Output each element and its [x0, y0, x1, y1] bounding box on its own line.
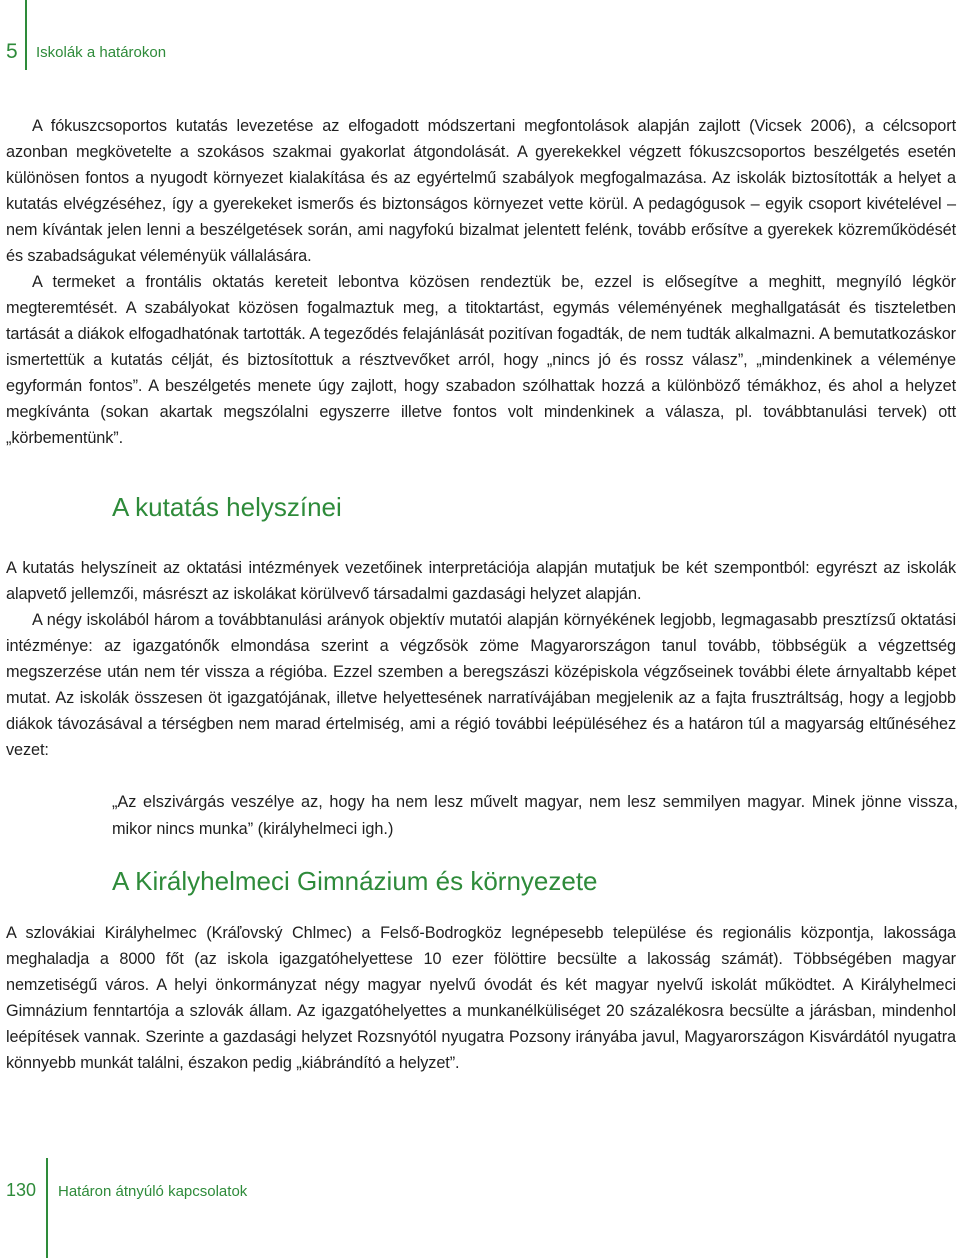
section-kiralyhelmec: [6, 920, 956, 1076]
paragraph: A négy iskolából három a továbbtanulási arányok objektív mutatói alapján környékének legjobb, legmagasabb presztízsű oktatási intézménye: az igazgatónők elmondása szerint a végzősök zöme Magyarországon tanul tovább, többségük a végzettség megszerzése után nem tér vissza a régióba. Ezzel szemben a beregszászi középiskola végzőseinek további élete árnyaltabb képet mutat. Az iskolák összesen öt igazgatójának, illetve helyettesének narratívájában megjelenik az a fajta frusztráltság, hogy a legjobb diákok távozásával a térségben nem marad értelmiség, ami a régió további leépüléséhez és a határon túl a magyarság eltűnéséhez vezet:: [6, 611, 956, 759]
section-locations: [6, 555, 956, 763]
block-quote: „Az elszivárgás veszélye az, hogy ha nem lesz művelt magyar, nem lesz semmilyen magyar. Minek jönne vissza, mikor nincs munka” (királyhelmeci igh.): [112, 793, 958, 838]
footer-divider: [46, 1158, 48, 1258]
book-title: Határon átnyúló kapcsolatok: [58, 1183, 248, 1200]
section-heading-locations: A kutatás helyszínei: [112, 492, 342, 522]
paragraph: A fókuszcsoportos kutatás levezetése az elfogadott módszertani megfontolások alapján zajlott (Vicsek 2006), a célcsoport azonban megkövetelte a szokásos szakmai gyakorlat átgondolását. A gyerekekkel végzett fókuszcsoportos beszélgetés esetén különösen fontos a nyugodt környezet kialakítása és az egyértelmű szabályok megfogalmazása. Az iskolák biztosították a helyet a kutatás elvégzéséhez, így a gyerekeket ismerős és biztonságos környezet vette körül. A pedagógusok – egyik csoport kivételével – nem kívántak jelen lenni a beszélgetések során, ami nagyfokú bizalmat jelentett felénk, tovább erősítve a gyerekek közreműködését és szabadságukat véleményük vállalására.: [6, 117, 956, 265]
paragraph: A szlovákiai Királyhelmec (Kráľovský Chlmec) a Felső-Bodrogköz legnépesebb települése és regionális központja, lakossága meghaladja a 8000 főt (az iskola igazgatóhelyettese 10 ezer fölöttire becsülte a lakosság számát). Többségében magyar nemzetiségű város. A helyi önkormányzat négy magyar nyelvű óvodát és két magyar nyelvű iskolát működtet. A Királyhelmeci Gimnázium fenntartója a szlovák állam. Az igazgatóhelyettes a munkanélküliséget 20 százalékosra becsülte a járásban, mindenhol leépítések vannak. Szerinte a gazdasági helyzet Rozsnyótól nyugatra Pozsony irányába javul, Magyarországon Kisvárdától nyugatra könnyebb munkát találni, északon pedig „kiábrándító a helyzet”.: [6, 924, 956, 1072]
chapter-title: Iskolák a határokon: [36, 44, 167, 61]
header-divider: [25, 0, 27, 70]
section-focus-group-method: [6, 113, 956, 451]
page-number: 130: [6, 1180, 37, 1200]
paragraph: A termeket a frontális oktatás kereteit lebontva közösen rendeztük be, ezzel is elősegítve a meghitt, megnyíló légkör megteremtését. A szabályokat közösen fogalmaztuk meg, a titoktartást, egymás véleményének meghallgatását és tiszteletben tartását a diákok elfogadhatónak tartották. A tegeződés felajánlását pozitívan fogadták, de nem tudták alkalmazni. A bemutatkozáskor ismertettük a kutatás célját, és biztosítottuk a résztvevőket arról, hogy „nincs jó és rossz válasz”, „mindenkinek a véleménye egyformán fontos”. A beszélgetés menete úgy zajlott, hogy szabadon szólhattak hozzá a különböző témákhoz, és ahol a helyzet megkívánta (sokan akartak megszólalni egyszerre illetve fontos volt mindenkinek a válasza, pl. továbbtanulási tervek) ott „körbementünk”.: [6, 273, 956, 447]
section-heading-kiralyhelmec: A Királyhelmeci Gimnázium és környezete: [112, 866, 598, 896]
chapter-number: 5: [6, 40, 18, 63]
paragraph: A kutatás helyszíneit az oktatási intézmények vezetőinek interpretációja alapján mutatjuk be két szempontból: egyrészt az iskolák alapvető jellemzői, másrészt az iskolákat körülvevő társadalmi gazdasági helyzet alapján.: [6, 559, 956, 603]
